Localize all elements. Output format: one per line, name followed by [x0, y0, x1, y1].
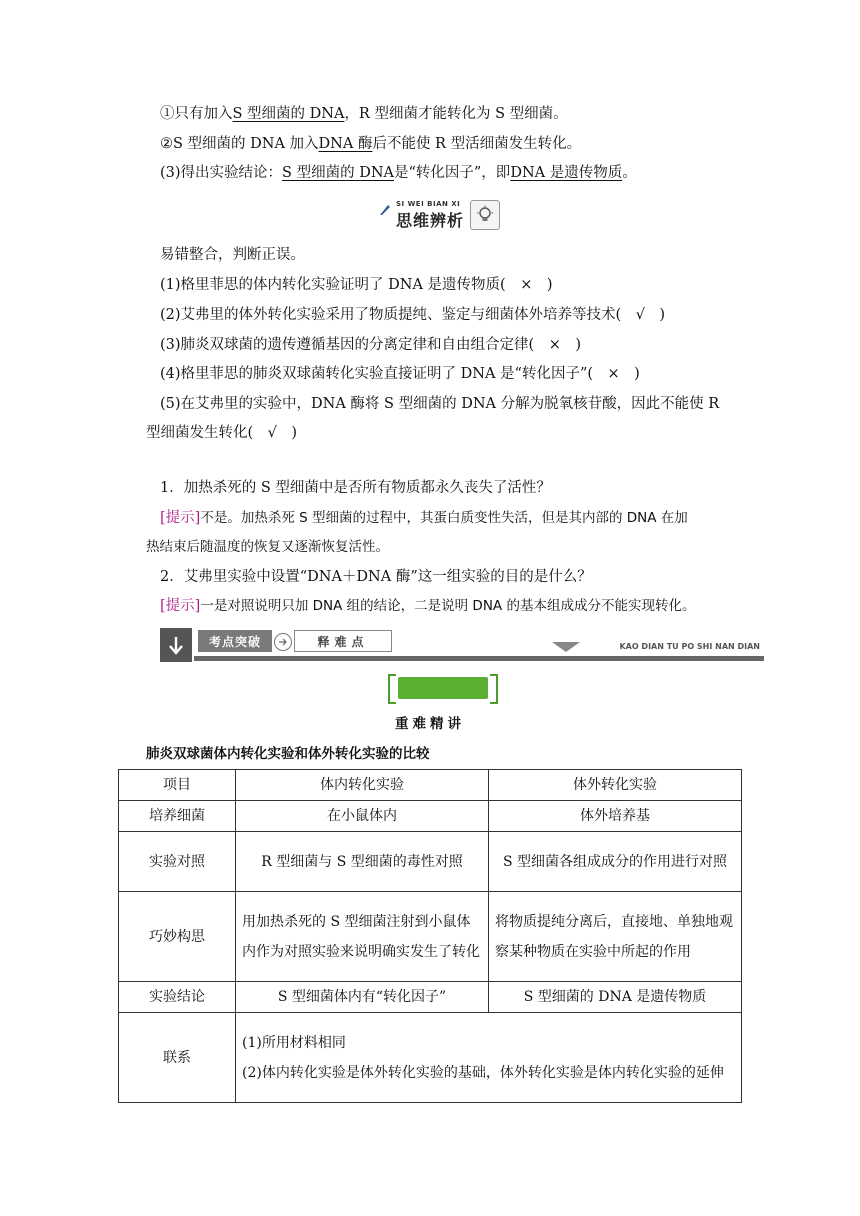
judge-item: (5)在艾弗里的实验中，DNA 酶将 S 型细菌的 DNA 分解为脱氧核苷酸，因此不能使 R: [160, 396, 720, 412]
thinking-badge: [378, 196, 508, 234]
question-1: 1．加热杀死的 S 型细菌中是否所有物质都永久丧失了活性？: [160, 480, 551, 496]
answer-1-line-2: [146, 537, 389, 557]
green-fill: [398, 677, 488, 699]
table-row: [119, 982, 742, 1013]
text: ①只有加入: [160, 106, 233, 122]
lightbulb-icon: [470, 200, 500, 230]
underlined-text: DNA 酶: [318, 136, 373, 152]
table-row: [119, 832, 742, 892]
underlined-text: DNA 是遗传物质: [510, 165, 623, 181]
text: 是“转化因子”，即: [393, 165, 511, 181]
intro-line-3: [160, 163, 637, 183]
section-banner: [160, 628, 764, 662]
answer-text: 不是。加热杀死 S 型细菌的过程中，其蛋白质变性失活，但是其内部的 DNA 在加: [200, 510, 688, 526]
table-cell: 巧妙构思: [119, 892, 236, 982]
table-header: 体外转化实验: [489, 770, 742, 801]
triangle-decoration-icon: [552, 642, 580, 652]
answer-text: 热结束后随温度的恢复又逐渐恢复活性。: [146, 539, 389, 555]
banner-tag-secondary: 释难点: [294, 630, 392, 652]
table-cell: 联系: [119, 1013, 236, 1103]
link-line: (2)体内转化实验是体外转化实验的基础，体外转化实验是体内转化实验的延伸: [242, 1064, 724, 1081]
table-cell: 在小鼠体内: [236, 801, 489, 832]
hint-label: [提示]: [160, 510, 201, 526]
badge-title: 思维辨析: [396, 210, 465, 230]
banner-english: KAO DIAN TU PO SHI NAN DIAN: [619, 642, 760, 651]
bracket-left: [388, 674, 396, 704]
banner-tag-primary: 考点突破: [198, 630, 272, 652]
answer-2: [160, 596, 695, 616]
intro-line-2: [160, 134, 581, 154]
section-heading: 重难精讲: [395, 716, 465, 732]
table-cell: 将物质提纯分离后，直接地、单独地观察某种物质在实验中所起的作用: [489, 892, 742, 982]
table-row: [119, 1013, 742, 1103]
underlined-text: S 型细菌的 DNA: [282, 165, 394, 181]
text: ②S 型细菌的 DNA 加入: [160, 136, 319, 152]
judge-item: (4)格里菲思的肺炎双球菌转化实验直接证明了 DNA 是“转化因子”( × ): [160, 366, 640, 382]
section-subheading: 肺炎双球菌体内转化实验和体外转化实验的比较: [146, 746, 430, 762]
answer-1-line-1: [160, 508, 688, 528]
underlined-text: S 型细菌的 DNA: [232, 106, 345, 122]
table-cell: 用加热杀死的 S 型细菌注射到小鼠体内作为对照实验来说明确实发生了转化: [236, 892, 489, 982]
text: (3)得出实验结论：: [160, 165, 283, 181]
green-label-box: [388, 674, 498, 702]
judge-item: (2)艾弗里的体外转化实验采用了物质提纯、鉴定与细菌体外培养等技术( √ ): [160, 307, 666, 323]
table-header: 体内转化实验: [236, 770, 489, 801]
table-row: [119, 801, 742, 832]
intro-line-1: [160, 104, 568, 124]
table-cell-merged: [236, 1013, 742, 1103]
text: ，R 型细菌才能转化为 S 型细菌。: [344, 106, 568, 122]
table-cell: S 型细菌体内有“转化因子”: [236, 982, 489, 1013]
table-cell: 培养细菌: [119, 801, 236, 832]
down-arrow-icon: [160, 628, 192, 662]
table-header-row: [119, 770, 742, 801]
comparison-table: [118, 769, 742, 1103]
table-cell: 体外培养基: [489, 801, 742, 832]
hint-label: [提示]: [160, 598, 201, 614]
answer-text: 一是对照说明只加 DNA 组的结论，二是说明 DNA 的基本组成成分不能实现转化。: [200, 598, 696, 614]
arrow-circle-icon: [274, 633, 292, 651]
table-cell: S 型细菌的 DNA 是遗传物质: [489, 982, 742, 1013]
table-cell: 实验结论: [119, 982, 236, 1013]
table-header: 项目: [119, 770, 236, 801]
bracket-right: [490, 674, 498, 704]
link-line: (1)所用材料相同: [242, 1034, 346, 1051]
judge-lead: 易错整合，判断正误。: [160, 247, 305, 263]
judge-item-continued: 型细菌发生转化( √ ): [146, 425, 298, 441]
judge-item: (3)肺炎双球菌的遗传遵循基因的分离定律和自由组合定律( × ): [160, 337, 582, 353]
table-cell: 实验对照: [119, 832, 236, 892]
table-row: [119, 892, 742, 982]
feather-icon: [378, 203, 392, 217]
text: 。: [622, 165, 637, 181]
table-cell: S 型细菌各组成成分的作用进行对照: [489, 832, 742, 892]
judge-item: (1)格里菲思的体内转化实验证明了 DNA 是遗传物质( × ): [160, 277, 553, 293]
badge-small-text: SI WEI BIAN XI: [396, 199, 461, 208]
banner-bar: [194, 656, 764, 661]
question-2: 2．艾弗里实验中设置“DNA＋DNA 酶”这一组实验的目的是什么？: [160, 569, 592, 585]
table-cell: R 型细菌与 S 型细菌的毒性对照: [236, 832, 489, 892]
text: 后不能使 R 型活细菌发生转化。: [372, 136, 582, 152]
